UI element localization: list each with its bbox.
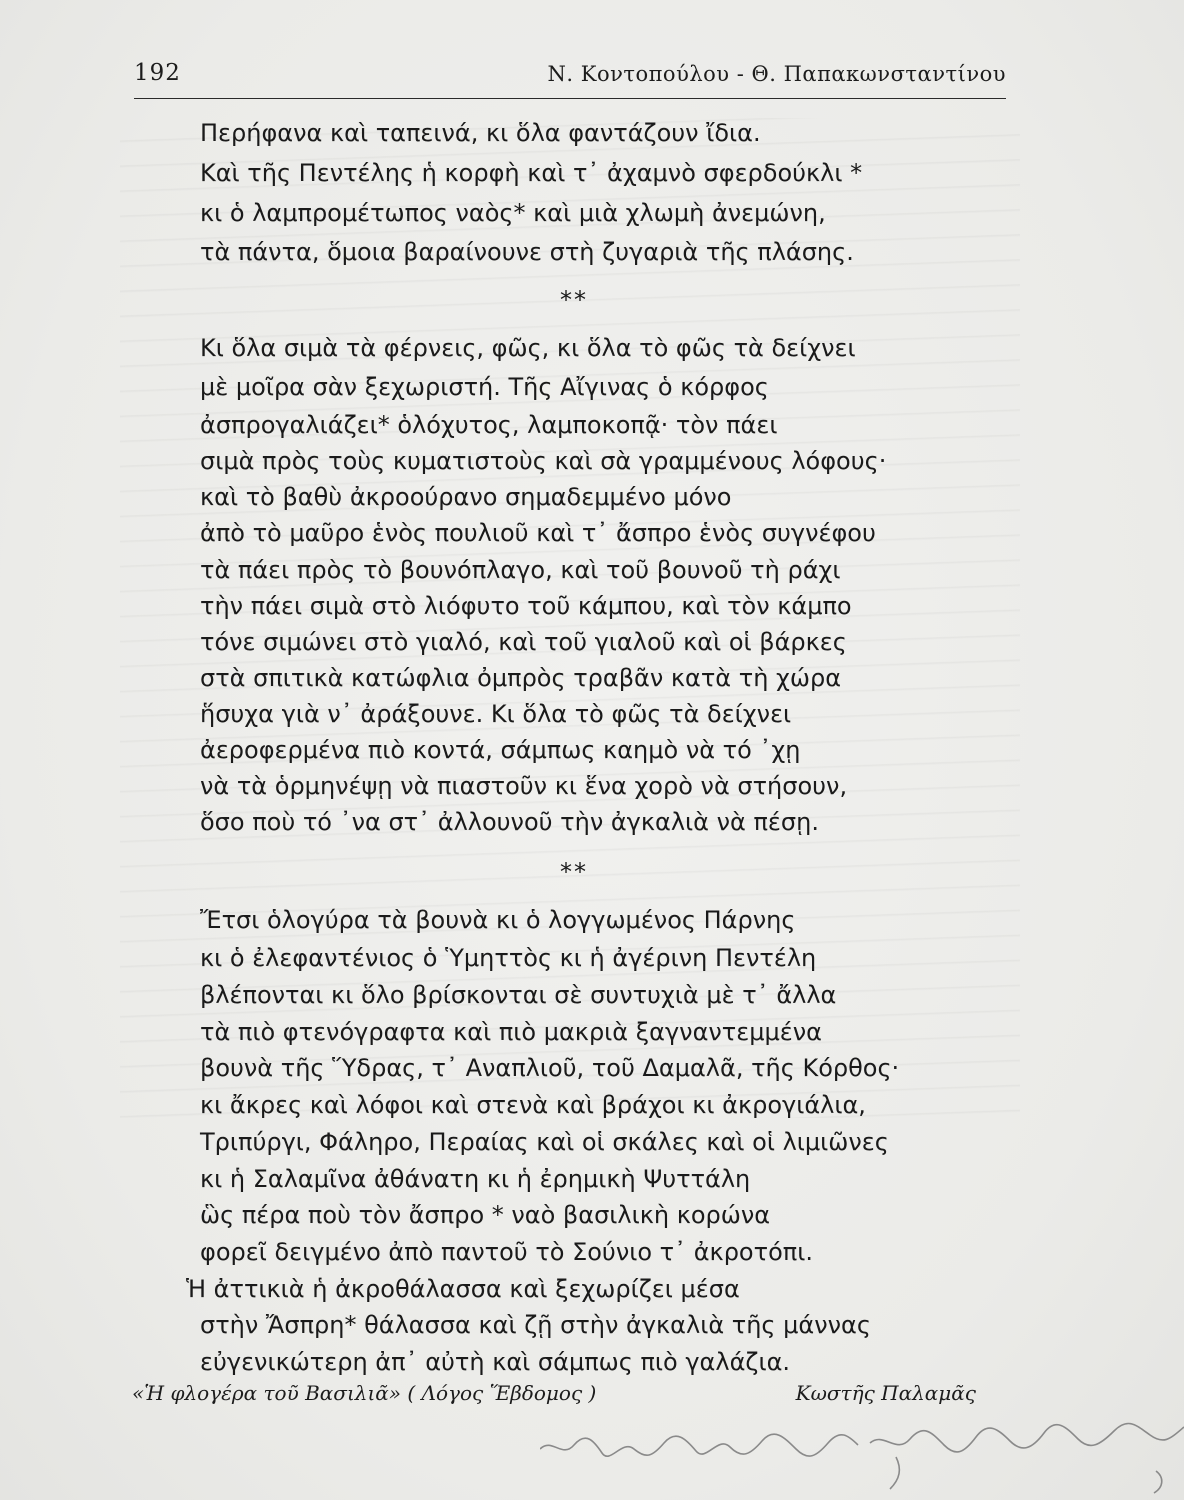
poem-line: φορεῖ δειγμένο ἀπὸ παντοῦ τὸ Σούνιο τ᾿ ἀκροτόπι. — [200, 1238, 813, 1266]
poem-attribution — [132, 1381, 976, 1415]
poem-line: βλέπονται κι ὅλο βρίσκονται σὲ συντυχιὰ μὲ τ᾿ ἄλλα — [200, 981, 837, 1009]
poem-line: Τριπύργι, Φάληρο, Περαίας καὶ οἱ σκάλες καὶ οἱ λιμιῶνες — [200, 1128, 889, 1156]
poem-line: ἀσπρογαλιάζει* ὁλόχυτος, λαμποκοπᾷ· τὸν πάει — [200, 411, 778, 439]
poem-line: ἀεροφερμένα πιὸ κοντά, σάμπως καημὸ νὰ τό ᾿χῃ — [200, 736, 801, 764]
poem-line: τὴν πάει σιμὰ στὸ λιόφυτο τοῦ κάμπου, καὶ τὸν κάμπο — [200, 592, 852, 620]
poem-line: ὅσο ποὺ τό ᾿να στ᾿ ἀλλουνοῦ τὴν ἀγκαλιὰ νὰ πέσῃ. — [200, 808, 819, 836]
poem-line: ὣς πέρα ποὺ τὸν ἄσπρο * ναὸ βασιλικὴ κορώνα — [200, 1201, 771, 1229]
poem-line: στὴν Ἄσπρη* θάλασσα καὶ ζῇ στὴν ἀγκαλιὰ τῆς μάννας — [200, 1311, 871, 1339]
poem-line: νὰ τὰ ὁρμηνέψῃ νὰ πιαστοῦν κι ἕνα χορὸ νὰ στήσουν, — [200, 772, 848, 800]
author-name: Κωστῆς Παλαμᾶς — [795, 1381, 976, 1405]
poem-line: ἥσυχα γιὰ ν᾿ ἀράξουνε. Κι ὅλα τὸ φῶς τὰ δείχνει — [200, 700, 792, 728]
poem-line: κι ὁ ἐλεφαντένιος ὁ Ὑμηττὸς κι ἡ ἀγέρινη Πεντέλη — [200, 944, 817, 972]
poem-line: κι ἡ Σαλαμῖνα ἀθάνατη κι ἡ ἐρημικὴ Ψυττάλη — [200, 1165, 751, 1193]
poem-line: Καὶ τῆς Πεντέλης ἡ κορφὴ καὶ τ᾿ ἀχαμνὸ σφερδούκλι * — [200, 159, 863, 187]
source-title: «Ἡ φλογέρα τοῦ Βασιλιᾶ» ( Λόγος Ἕβδομος ) — [132, 1381, 597, 1405]
poem-line: εὐγενικώτερη ἀπ᾿ αὐτὴ καὶ σάμπως πιὸ γαλάζια. — [200, 1348, 791, 1376]
page-header — [134, 58, 1006, 99]
poem-line: κι ὁ λαμπρομέτωπος ναὸς* καὶ μιὰ χλωμὴ ἀνεμώνη, — [200, 199, 826, 227]
poem-line: ἀπὸ τὸ μαῦρο ἑνὸς πουλιοῦ καὶ τ᾿ ἄσπρο ἑνὸς συγνέφου — [200, 519, 876, 547]
poem-line: τόνε σιμώνει στὸ γιαλό, καὶ τοῦ γιαλοῦ καὶ οἱ βάρκες — [200, 628, 847, 656]
poem-line: τὰ πάντα, ὅμοια βαραίνουνε στὴ ζυγαριὰ τῆς πλάσης. — [200, 238, 854, 266]
poem-line: σιμὰ πρὸς τοὺς κυματιστοὺς καὶ σὰ γραμμένους λόφους· — [200, 447, 887, 475]
poem-line: κι ἄκρες καὶ λόφοι καὶ στενὰ καὶ βράχοι κι ἀκρογιάλια, — [200, 1091, 866, 1119]
poem-line: τὰ πιὸ φτενόγραφτα καὶ πιὸ μακριὰ ξαγναντεμμένα — [200, 1018, 822, 1046]
stanza-separator: ** — [560, 286, 588, 314]
stanza-separator: ** — [560, 858, 588, 886]
poem-line: Περήφανα καὶ ταπεινά, κι ὅλα φαντάζουν ἴδια. — [200, 119, 761, 147]
poem-line: μὲ μοῖρα σὰν ξεχωριστή. Τῆς Αἴγινας ὁ κόρφος — [200, 373, 769, 401]
poem-line: καὶ τὸ βαθὺ ἀκροούρανο σημαδεμμένο μόνο — [200, 483, 732, 511]
page-number: 192 — [134, 60, 181, 86]
poem-line: Ἔτσι ὁλογύρα τὰ βουνὰ κι ὁ λογγωμένος Πάρνης — [200, 906, 796, 934]
running-head: Ν. Κοντοπούλου - Θ. Παπακωνσταντίνου — [547, 62, 1006, 86]
poem-line: Ἡ ἀττικιὰ ἡ ἀκροθάλασσα καὶ ξεχωρίζει μέσα — [186, 1275, 740, 1303]
poem-line: Κι ὅλα σιμὰ τὰ φέρνεις, φῶς, κι ὅλα τὸ φῶς τὰ δείχνει — [200, 334, 856, 362]
poem-line: τὰ πάει πρὸς τὸ βουνόπλαγο, καὶ τοῦ βουνοῦ τὴ ράχι — [200, 556, 841, 584]
handwritten-note — [540, 1415, 1184, 1495]
poem-line: βουνὰ τῆς Ὕδρας, τ᾿ Αναπλιοῦ, τοῦ Δαμαλᾶ, τῆς Κόρθος· — [200, 1054, 900, 1082]
poem-line: στὰ σπιτικὰ κατώφλια ὀμπρὸς τραβᾶν κατὰ τὴ χώρα — [200, 664, 842, 692]
